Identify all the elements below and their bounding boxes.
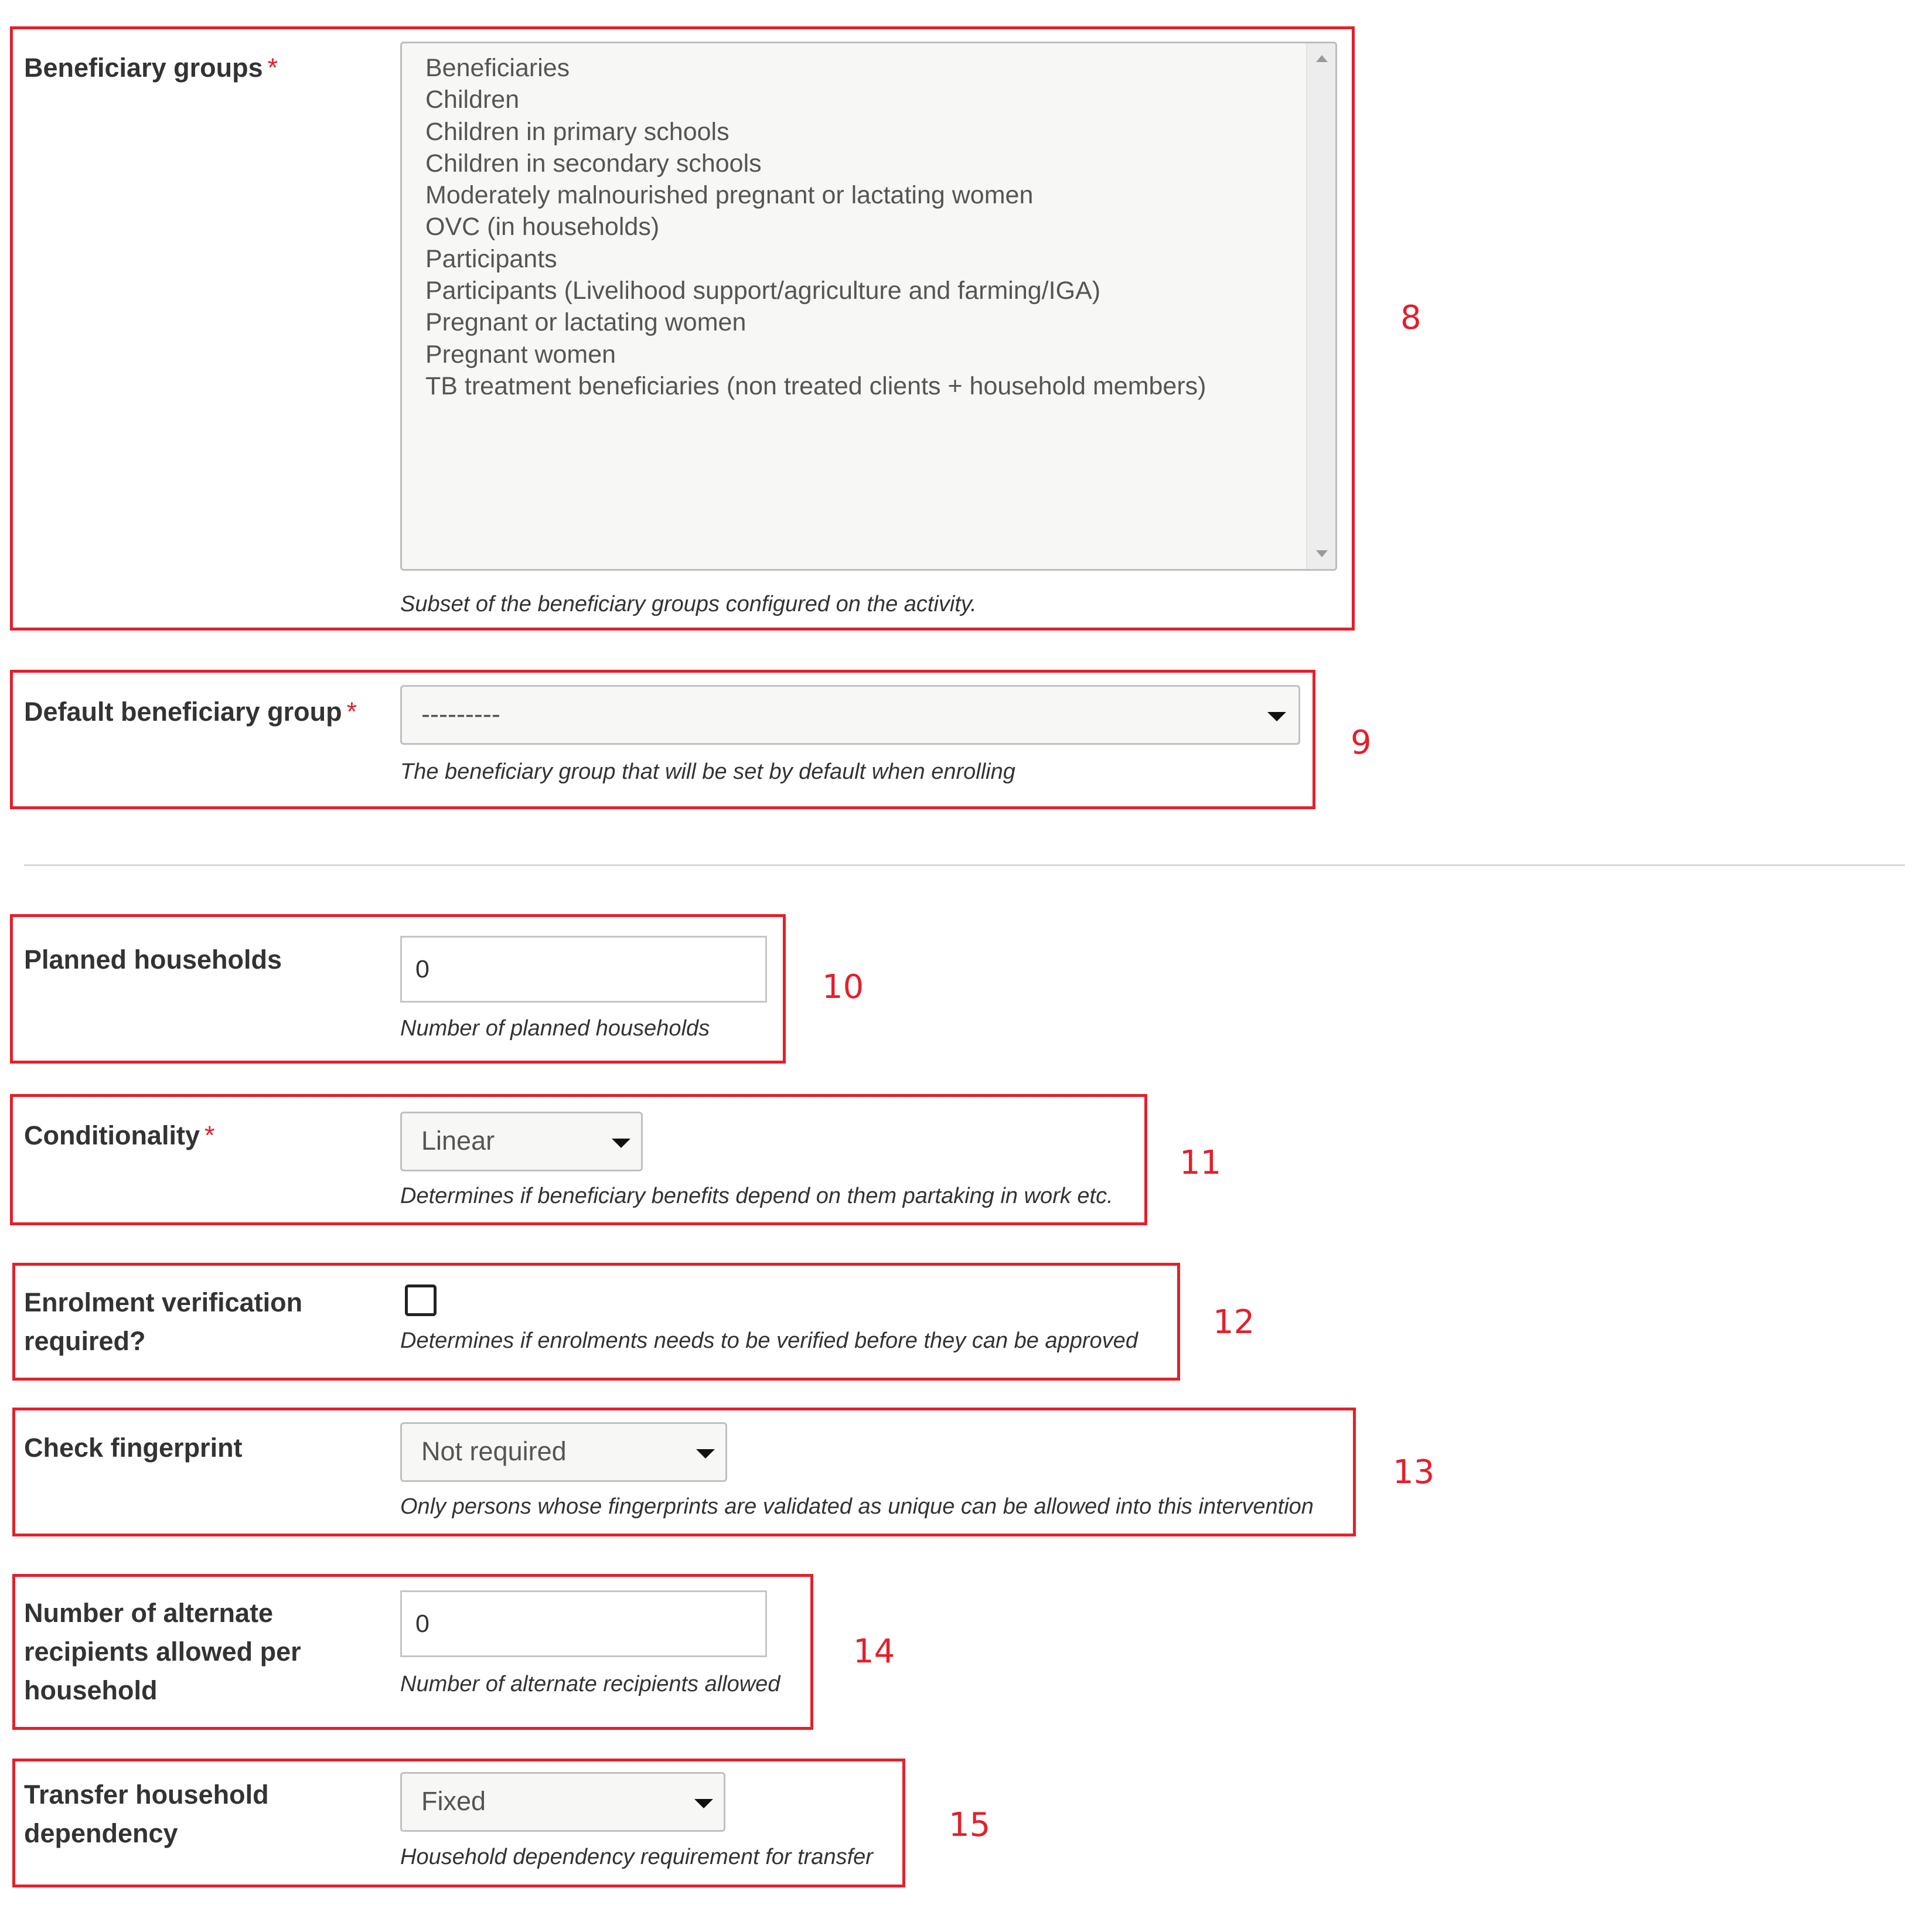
enrolment-verification-label-line2: required? [24, 1326, 146, 1356]
beneficiary-groups-multiselect[interactable] [400, 42, 1337, 571]
annotation-number-8: 8 [1400, 299, 1422, 337]
beneficiary-group-option[interactable]: Children in primary schools [425, 117, 730, 146]
required-asterisk: * [267, 53, 278, 83]
annotation-number-9: 9 [1351, 724, 1372, 762]
beneficiary-group-option[interactable]: Beneficiaries [425, 54, 570, 82]
transfer-household-dependency-label-line2: dependency [24, 1818, 178, 1848]
check-fingerprint-select[interactable] [400, 1422, 727, 1482]
caret-down-icon [694, 1799, 713, 1808]
beneficiary-group-option[interactable]: Children in secondary schools [425, 149, 762, 178]
enrolment-verification-label-line1: Enrolment verification [24, 1287, 303, 1317]
default-beneficiary-group-select[interactable] [400, 685, 1300, 745]
chevron-down-icon[interactable] [1316, 550, 1328, 557]
beneficiary-groups-label-text: Beneficiary groups [24, 53, 263, 83]
transfer-household-dependency-select[interactable] [400, 1772, 725, 1832]
beneficiary-groups-label [24, 49, 278, 87]
section-divider [24, 864, 1905, 866]
alternate-recipients-help: Number of alternate recipients allowed [400, 1672, 780, 1696]
alternate-recipients-label [24, 1594, 301, 1710]
caret-down-icon [612, 1139, 630, 1148]
conditionality-select[interactable] [400, 1112, 643, 1171]
beneficiary-group-option[interactable]: Pregnant or lactating women [425, 308, 746, 337]
listbox-scrollbar[interactable] [1306, 43, 1335, 569]
required-asterisk: * [346, 697, 357, 727]
beneficiary-groups-options [402, 52, 1206, 402]
transfer-household-dependency-label [24, 1776, 269, 1853]
beneficiary-group-option[interactable]: Participants [425, 244, 557, 273]
beneficiary-group-option[interactable]: Children [425, 86, 520, 114]
conditionality-value: Linear [421, 1126, 495, 1156]
caret-down-icon [1267, 712, 1286, 721]
transfer-household-dependency-label-line1: Transfer household [24, 1780, 269, 1810]
beneficiary-group-option[interactable]: TB treatment beneficiaries (non treated clients + household members) [425, 372, 1206, 400]
annotation-number-10: 10 [822, 968, 864, 1006]
annotation-number-13: 13 [1393, 1453, 1435, 1491]
annotation-number-14: 14 [853, 1633, 895, 1671]
conditionality-help: Determines if beneficiary benefits depend on them partaking in work etc. [400, 1184, 1113, 1208]
beneficiary-group-option[interactable]: OVC (in households) [425, 213, 660, 241]
check-fingerprint-value: Not required [421, 1436, 567, 1466]
enrolment-verification-checkbox[interactable] [405, 1284, 437, 1316]
required-asterisk: * [204, 1120, 215, 1150]
planned-households-label: Planned households [24, 945, 282, 974]
planned-households-value: 0 [415, 955, 429, 983]
check-fingerprint-help: Only persons whose fingerprints are validated as unique can be allowed into this intervention [400, 1494, 1314, 1519]
beneficiary-groups-help: Subset of the beneficiary groups configured on the activity. [400, 592, 977, 616]
planned-households-input[interactable] [400, 936, 767, 1003]
annotation-number-12: 12 [1213, 1303, 1255, 1341]
beneficiary-group-option[interactable]: Moderately malnourished pregnant or lactating women [425, 181, 1034, 210]
chevron-up-icon[interactable] [1316, 55, 1328, 62]
default-beneficiary-group-label-text: Default beneficiary group [24, 697, 342, 727]
alternate-recipients-label-line2: recipients allowed per [24, 1637, 301, 1667]
alternate-recipients-label-line1: Number of alternate [24, 1598, 274, 1628]
transfer-household-dependency-help: Household dependency requirement for transfer [400, 1845, 873, 1869]
annotation-number-15: 15 [949, 1806, 991, 1844]
enrolment-verification-help: Determines if enrolments needs to be verified before they can be approved [400, 1328, 1138, 1353]
enrolment-verification-label [24, 1283, 302, 1361]
caret-down-icon [696, 1449, 715, 1459]
beneficiary-group-option[interactable]: Participants (Livelihood support/agriculture and farming/IGA) [425, 277, 1101, 305]
default-beneficiary-group-value: --------- [421, 699, 500, 729]
alternate-recipients-input[interactable] [400, 1590, 767, 1657]
check-fingerprint-label: Check fingerprint [24, 1433, 243, 1463]
default-beneficiary-group-help: The beneficiary group that will be set by default when enrolling [400, 759, 1015, 784]
default-beneficiary-group-label [24, 693, 357, 731]
beneficiary-group-option[interactable]: Pregnant women [425, 340, 616, 369]
planned-households-help: Number of planned households [400, 1016, 710, 1041]
alternate-recipients-value: 0 [415, 1610, 429, 1638]
transfer-household-dependency-value: Fixed [421, 1786, 486, 1816]
alternate-recipients-label-line3: household [24, 1675, 158, 1705]
annotation-number-11: 11 [1180, 1144, 1222, 1182]
conditionality-label-text: Conditionality [24, 1120, 200, 1150]
conditionality-label [24, 1116, 215, 1155]
